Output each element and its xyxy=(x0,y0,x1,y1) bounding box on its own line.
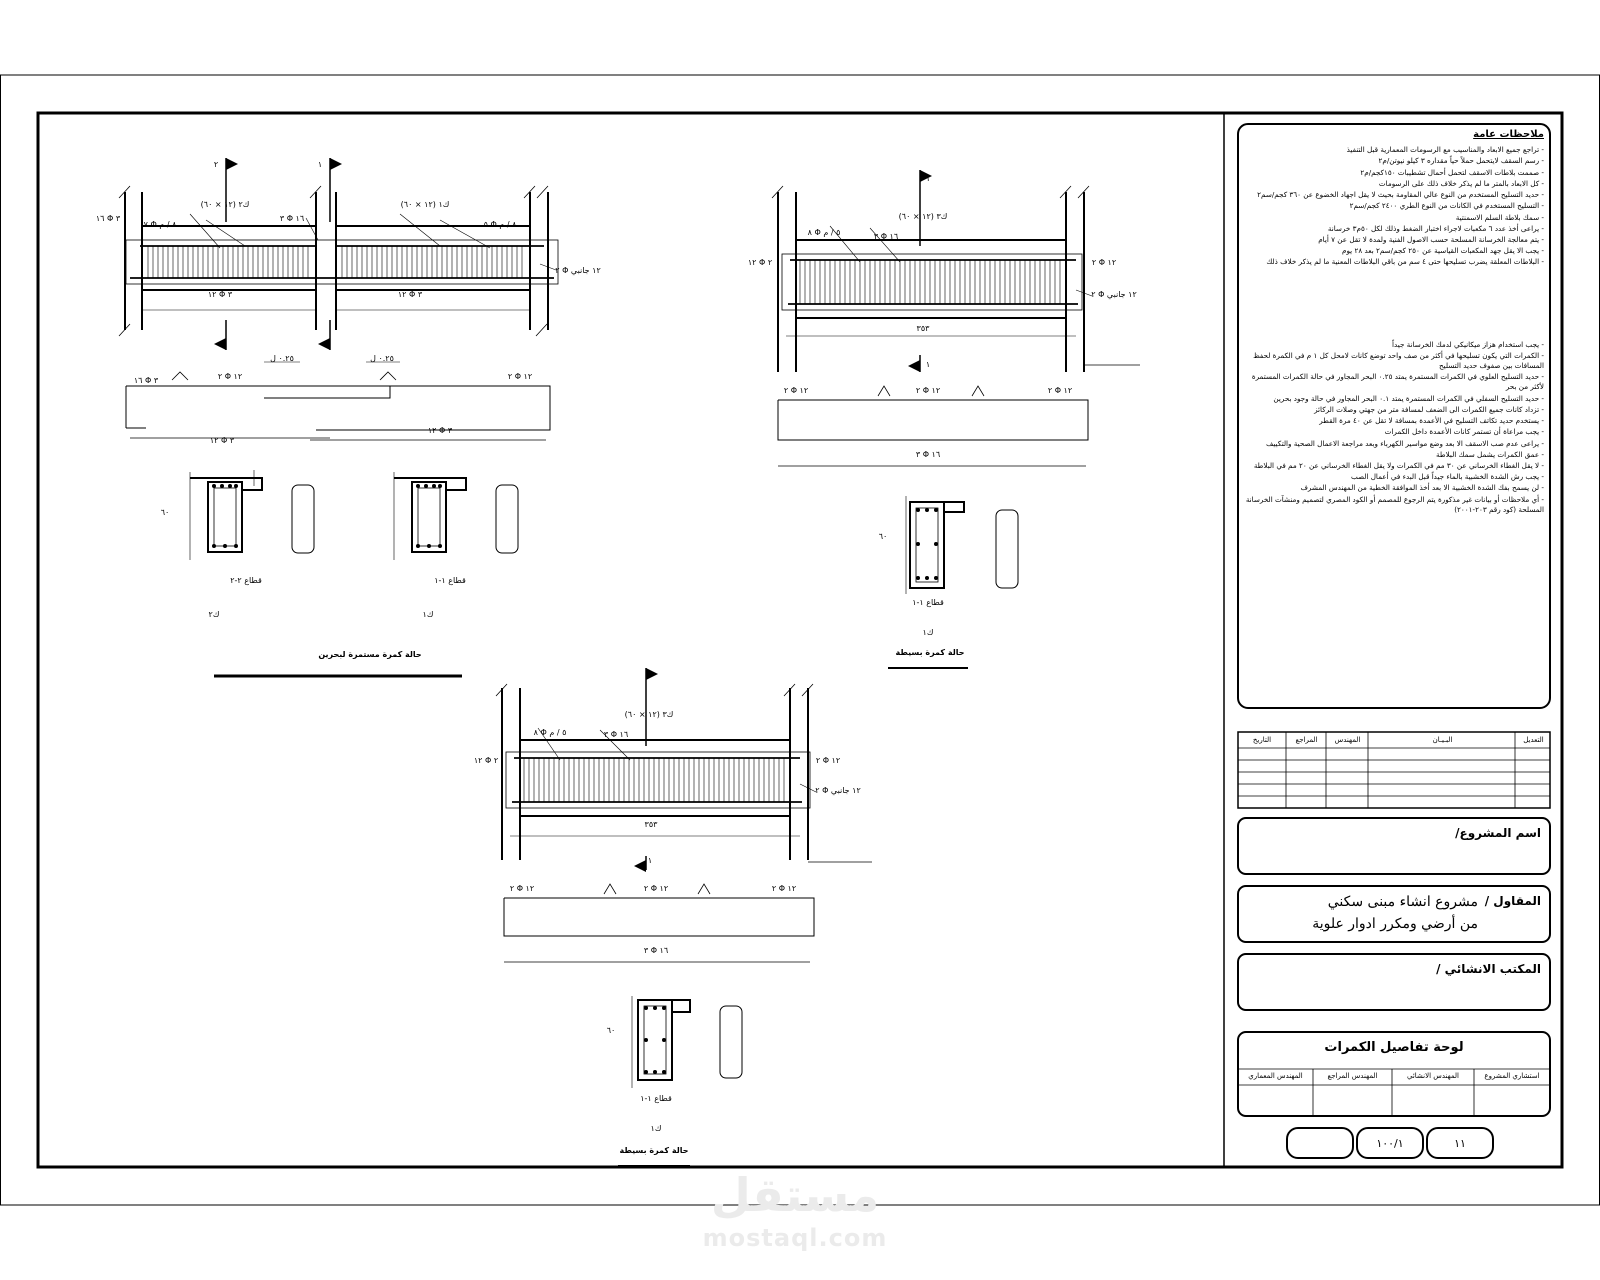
note-item: - سمك بلاطة السلم الاسمنتية xyxy=(1455,212,1544,222)
d2-bar-side: ٢ Φ ١٢ جانبي xyxy=(1091,290,1137,299)
notes-list xyxy=(1240,145,1544,515)
rev-header-reviewer: المراجع xyxy=(1295,736,1318,744)
d3-sched-2: ٢ Φ ١٢ xyxy=(643,884,669,893)
d3-caption: حالة كمرة بسيطة xyxy=(619,1146,689,1155)
d1-depth-1: ٦٠ xyxy=(160,508,170,517)
note-item: - يراعى أخذ عدد ٦ مكعبات لاجراء اختبار الضغط وذلك لكل ٥٠م٣ خرسانة xyxy=(1327,223,1544,233)
d3-bar-left: ١٢ Φ ٢ xyxy=(473,756,499,765)
drawing-simple-beam-a xyxy=(772,170,1140,668)
watermark-url: mostaql.com xyxy=(702,1224,888,1252)
note-item: - التسليح المستخدم في الكانات من النوع الطري ٢٤٠٠ كجم/سم٢ xyxy=(1349,201,1544,211)
d2-flag-top: ١ xyxy=(925,174,931,183)
rev-header-engineer: المهندس xyxy=(1334,736,1361,744)
d2-caption: حالة كمرة بسيطة xyxy=(895,648,965,657)
note-item: - حديد التسليح المستخدم من النوع عالي المقاومة بحيث لا يقل اجهاد الخضوع عن ٣٦٠ كجم/سم٢ xyxy=(1257,190,1544,200)
d1-stirrups-1: ٧ Φ ٨ / م xyxy=(143,220,177,229)
d2-section: قطاع ١-١ xyxy=(912,598,944,607)
rev-header-date: التاريخ xyxy=(1252,736,1272,744)
d3-flag-bottom: ١ xyxy=(647,856,653,865)
note-item: - يجب رش الشدة الخشبية بالماء جيداً قبل البدء في أعمال الصب xyxy=(1350,472,1544,482)
d1-mark-2: ك٢ xyxy=(208,610,220,619)
note-gap xyxy=(1240,269,1544,339)
d2-bar-top: ٣ Φ ١٦ xyxy=(873,232,899,241)
d1-sched-4: ١٢ Φ ٣ xyxy=(209,436,235,445)
d2-mark: ك١ xyxy=(922,628,934,637)
note-item: - حديد التسليح السفلي في الكمرات المستمرة يمتد ٠.١ البحر المجاور في حالة وجود بحرين xyxy=(1273,393,1544,403)
d1-quarter-span-1: ٠.٢٥ ل xyxy=(270,354,294,363)
stirrups-d1-span2 xyxy=(342,246,522,278)
d2-bar-right: ٢ Φ ١٢ xyxy=(1091,258,1117,267)
d3-section: قطاع ١-١ xyxy=(640,1094,672,1103)
sheet-blank-box xyxy=(1286,1127,1354,1159)
d2-flag-bottom: ١ xyxy=(925,360,931,369)
stirrups-d1-span1 xyxy=(148,246,308,278)
d1-flag-1: ٢ xyxy=(213,160,219,169)
note-item: - تزداد كانات جميع الكمرات الى الضعف لمسافة متر من جهتي وصلات الركائز xyxy=(1314,404,1544,414)
d1-sched-1: ١٦ Φ ٣ xyxy=(133,376,159,385)
d1-sched-3: ٢ Φ ١٢ xyxy=(507,372,533,381)
note-item: - يجب استخدام هزاز ميكانيكي لدمك الخرسانة جيداً xyxy=(1392,339,1544,349)
stirrups-d3 xyxy=(524,758,784,802)
d2-sched-1: ٢ Φ ١٢ xyxy=(783,386,809,395)
stirrups-d2 xyxy=(800,260,1060,304)
d3-depth: ٦٠ xyxy=(606,1026,616,1035)
note-item: - يجب الا يقل جهد المكعبات القياسية عن ٢٥٠ كجم/سم٢ بعد ٢٨ يوم xyxy=(1342,246,1544,256)
d1-sched-5: ١٢ Φ ٣ xyxy=(427,426,453,435)
d2-beam-label: ك٣ (١٢ × ٦٠) xyxy=(898,212,948,221)
note-item: - صممت بلاطات الاسقف لتحمل أحمال تشطيبات ١٥٠كجم/م٢ xyxy=(1360,167,1544,177)
d3-beam-label: ك٣ (١٢ × ٦٠) xyxy=(624,710,674,719)
d1-bar-bottom-1: ١٢ Φ ٣ xyxy=(207,290,233,299)
project-label: اسم المشروع/ xyxy=(1455,826,1541,840)
note-item: - كل الابعاد بالمتر ما لم يذكر خلاف ذلك على الرسومات xyxy=(1378,178,1544,188)
d3-span: ٣٥٣ xyxy=(644,820,658,829)
rev-header-revision: التعديل xyxy=(1523,736,1544,744)
d3-bar-right: ٢ Φ ١٢ xyxy=(815,756,841,765)
rebar-dots-d3 xyxy=(644,1006,666,1074)
note-item: - رسم السقف لايتحمل حملاً حياً مقداره ٣ كيلو نيوتن/م٢ xyxy=(1378,156,1544,166)
note-item: - البلاطات المعلقة يضرب تسليحها حتى ٤ سم من باقي البلاطات المعنية ما لم يذكر خلاف ذلك xyxy=(1266,257,1544,267)
d3-sched-3: ٢ Φ ١٢ xyxy=(771,884,797,893)
note-item: - يستخدم حديد تكاتف التسليح في الأعمدة بمسافة لا تقل عن ٤٠ مرة القطر xyxy=(1319,416,1544,426)
d1-bar-left-top: ١٦ Φ ٣ xyxy=(95,214,121,223)
d1-beam-label-1: ك١ (١٢ × ٦٠) xyxy=(400,200,450,209)
d3-mark: ك١ xyxy=(650,1124,662,1133)
watermark-logo: مستقل xyxy=(710,1168,880,1222)
drawing-simple-beam-b xyxy=(496,668,872,1166)
general-notes xyxy=(1240,128,1544,516)
note-item: - لن يسمح بفك الشدة الخشبية الا بعد أخذ الموافقة الخطية من المهندس المشرف xyxy=(1300,483,1544,493)
d1-stirrups-2: ٥ Φ ٨ / م xyxy=(483,220,517,229)
d3-stirrups: ٨ Φ ٥ / م xyxy=(533,728,567,737)
rebar-dots-d2 xyxy=(916,508,938,580)
d1-bar-mid-top: ٣ Φ ١٦ xyxy=(279,214,305,223)
sig-reviewer: المهندس المراجع xyxy=(1327,1072,1378,1080)
notes-title: ملاحظات عامة xyxy=(1473,129,1544,140)
d2-bar-left: ١٢ Φ ٢ xyxy=(747,258,773,267)
sig-consultant: استشاري المشروع xyxy=(1484,1072,1540,1080)
office-label: المكتب الانشائي / xyxy=(1436,962,1541,976)
note-item: - يجب مراعاة أن تستمر كانات الأعمدة داخل الكمرات xyxy=(1384,427,1544,437)
rev-header-description: البـيـان xyxy=(1432,736,1453,744)
d3-bar-side: ٢ Φ ١٢ جانبي xyxy=(815,786,861,795)
d2-depth: ٦٠ xyxy=(878,532,888,541)
d2-span: ٣٥٣ xyxy=(916,324,930,333)
note-item: - الكمرات التي يكون تسليحها في أكثر من صف واحد توضع كانات لامحل كل ١ م في الكمرة لحفظ المسافات بين صفوف حديد التسليح xyxy=(1253,350,1544,371)
d1-flag-2: ١ xyxy=(317,160,323,169)
d1-mark-1: ك١ xyxy=(422,610,434,619)
d1-quarter-span-2: ٠.٢٥ ل xyxy=(370,354,394,363)
note-item: - يراعى عدم صب الاسقف الا بعد وضع مواسير الكهرباء وبعد مراجعة الاعمال الصحية والتكييف xyxy=(1265,438,1544,448)
d3-flag-top: ١ xyxy=(647,670,653,679)
d2-sched-4: ٣ Φ ١٦ xyxy=(915,450,941,459)
drawing-continuous-beam xyxy=(119,158,558,676)
note-item: - يتم معالجة الخرسانة المسلحة حسب الاصول الفنية ولمدة لا تقل عن ٧ أيام xyxy=(1318,234,1544,244)
contractor-line-1: مشروع انشاء مبنى سكني xyxy=(1327,894,1478,910)
d1-section-2: قطاع ٢-٢ xyxy=(230,576,262,585)
note-item: - أي ملاحظات أو بيانات غير مذكورة يتم الرجوع للمصمم أو الكود المصري لتصميم ومنشآت الخرسانة المسلحة (كود رقم ٢٠٣-٢٠٠١) xyxy=(1245,494,1544,514)
note-item: - لا يقل الغطاء الخرساني عن ٣٠ مم في الكمرات ولا يقل الغطاء الخرساني عن ٢٠ مم في البلاطة xyxy=(1253,461,1544,470)
sheet-title: لوحة تفاصيل الكمرات xyxy=(1324,1040,1464,1055)
d2-sched-3: ٢ Φ ١٢ xyxy=(1047,386,1073,395)
d3-sched-1: ٢ Φ ١٢ xyxy=(509,884,535,893)
rebar-dots-d1 xyxy=(212,484,442,548)
d2-stirrups: ٨ Φ ٥ / م xyxy=(807,228,841,237)
d1-caption: حالة كمرة مستمرة لبحرين xyxy=(318,650,422,659)
d2-sched-2: ٢ Φ ١٢ xyxy=(915,386,941,395)
d3-bar-top: ٣ Φ ١٦ xyxy=(603,730,629,739)
sig-architect: المهندس المعماري xyxy=(1248,1072,1303,1080)
note-item: - عمق الكمرات يشمل سمك البلاطة xyxy=(1436,449,1544,459)
note-item: - تراجع جميع الابعاد والمناسيب مع الرسومات المعمارية قبل التنفيذ xyxy=(1346,145,1544,155)
contractor-line-2: من أرضي ومكرر ادوار علوية xyxy=(1312,916,1478,932)
d3-sched-4: ٣ Φ ١٦ xyxy=(643,946,669,955)
sheet-scale: ١٠٠/١ xyxy=(1356,1127,1424,1159)
contractor-label: المقاول / xyxy=(1484,894,1541,908)
d1-bar-side: ٢ Φ ١٢ جانبي xyxy=(555,266,601,275)
d1-beam-label-2: ك٢ (١٢ × ٦٠) xyxy=(200,200,250,209)
d1-section-1: قطاع ١-١ xyxy=(434,576,466,585)
sig-structural: المهندس الانشائي xyxy=(1407,1072,1459,1080)
d1-sched-2: ٢ Φ ١٢ xyxy=(217,372,243,381)
d1-bar-bottom-2: ١٢ Φ ٣ xyxy=(397,290,423,299)
note-item: - حديد التسليح العلوي في الكمرات المستمرة يمتد ٠.٢٥ البحر المجاور في حالة الكمرات المستمرة لأكثر من بحر xyxy=(1251,372,1544,392)
sheet-number: ١١ xyxy=(1426,1127,1494,1159)
